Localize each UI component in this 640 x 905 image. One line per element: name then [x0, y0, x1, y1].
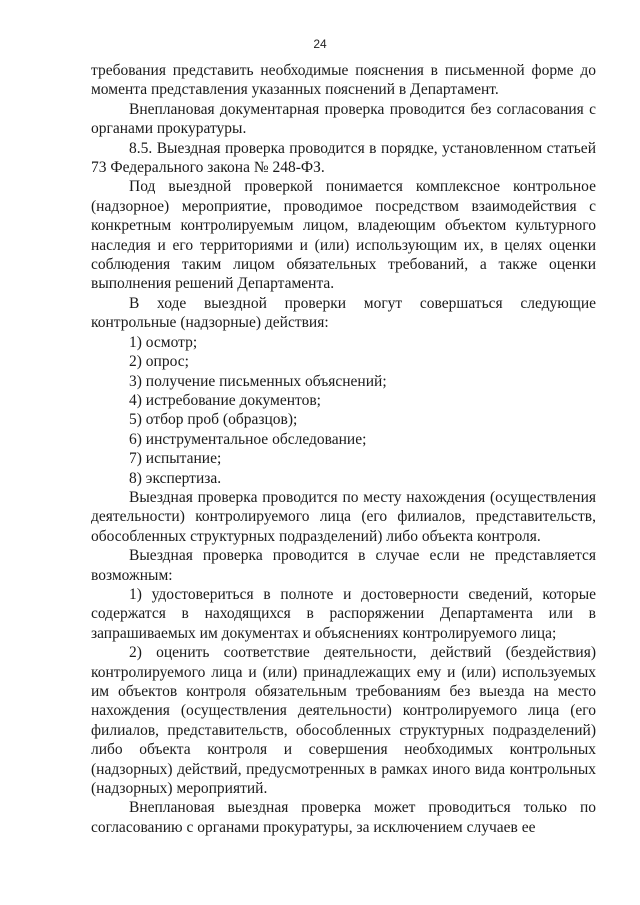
paragraph: Внеплановая выездная проверка может проводиться только по согласованию с органами прокуратуры, за исключением случаев ее	[91, 799, 596, 836]
paragraph: 8.5. Выездная проверка проводится в порядке, установленном статьей 73 Федерального закона № 248-ФЗ.	[91, 139, 596, 177]
list-item: 7) испытание;	[129, 450, 222, 468]
paragraph: Выездная проверка проводится по месту нахождения (осуществления деятельности) контролируемого лица (его филиалов, представительств, обособленных структурных подразделений) либо объекта контроля.	[91, 488, 596, 545]
list-item: 1) осмотр;	[129, 333, 198, 351]
list-item: 6) инструментальное обследование;	[129, 430, 367, 448]
page-number: 24	[313, 37, 327, 51]
paragraph: Внеплановая документарная проверка проводится без согласования с органами прокуратуры.	[91, 100, 596, 138]
list-item: 8) экспертиза.	[129, 469, 222, 487]
actions-list	[91, 333, 596, 488]
paragraph: 2) оценить соответствие деятельности, действий (бездействия) контролируемого лица и (или) принадлежащих ему и (или) используемых им объектов контроля обязательным требованиям без выезда на место нахождения (осуществления деятельности) контролируемого лица (его филиалов, представительств, обособленных структурных подразделений) либо объекта контроля и совершения необходимых контрольных (надзорных) действий, предусмотренных в рамках иного вида контрольных (надзорных) мероприятий.	[91, 644, 596, 798]
paragraph: В ходе выездной проверки могут совершаться следующие контрольные (надзорные) действия:	[91, 294, 596, 332]
list-item: 5) отбор проб (образцов);	[129, 411, 298, 429]
list-item: 3) получение письменных объяснений;	[129, 372, 387, 390]
document-body	[91, 61, 596, 837]
paragraph: Выездная проверка проводится в случае если не представляется возможным:	[91, 547, 596, 584]
list-item: 2) опрос;	[129, 353, 189, 371]
paragraph: 1) удостовериться в полноте и достоверности сведений, которые содержатся в находящихся в распоряжении Департамента или в запрашиваемых им документах и объяснениях контролируемого лица;	[91, 585, 596, 642]
paragraph: Под выездной проверкой понимается комплексное контрольное (надзорное) мероприятие, проводимое посредством взаимодействия с конкретным контролируемым лицом, владеющим объектом культурного наследия и его территориями и (или) использующим их, в целях оценки соблюдения таким лицом обязательных требований, а также оценки выполнения решений Департамента.	[91, 178, 596, 293]
paragraph: требования представить необходимые пояснения в письменной форме до момента представления указанных пояснений в Департамент.	[91, 62, 596, 99]
list-item: 4) истребование документов;	[129, 391, 321, 409]
